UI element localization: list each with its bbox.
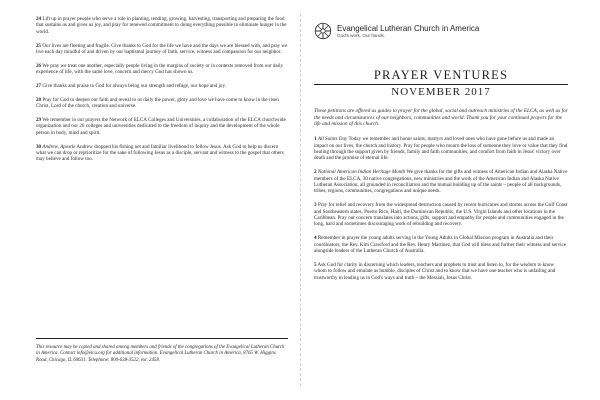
prayer-entry xyxy=(36,43,288,56)
prayer-entry xyxy=(36,16,288,35)
entry-heading: National American Indian Heritage Month xyxy=(317,169,406,176)
entry-number: 5 xyxy=(314,261,317,268)
entry-heading: All Saints Day xyxy=(317,136,348,143)
prayer-entry xyxy=(36,97,288,110)
page-title: PRAYER VENTURES xyxy=(373,68,509,82)
entry-number: 24 xyxy=(36,16,42,22)
entry-number: 27 xyxy=(36,83,42,90)
tagline: God's work. Our hands. xyxy=(337,32,386,38)
elca-header xyxy=(314,20,568,42)
title-block xyxy=(314,69,568,98)
entry-number: 30 xyxy=(36,143,42,150)
entry-text: Remember in prayer the young adults serving in the Young Adults in Global Mission program in Australia and their coordinators, the Rev. Kim Crawford and the Rev. Henry Martinez, that God will bless and further their witness and service alongside leaders of the Lutheran Church of Australia. xyxy=(314,235,567,254)
prayer-entry xyxy=(36,63,288,76)
left-column xyxy=(36,16,288,170)
entry-text: Lift up in prayer people who serve a role in planting, tending, growing, harvesting, transporting and preparing the food that sustains us and gives us joy, and pray for renewed commitment to doing everything possible to eliminate hunger in the world. xyxy=(36,16,287,35)
entry-text: Pray for relief and recovery from the widespread destruction caused by recent hurricanes and storms across the Gulf Coast and Southeastern states, Puerto Rico, Haiti, the Dominican Republic, the U.S. Virgin Islands and other locations in the Caribbean. Pray our concern translates into actions, gifts, support and empathy for people and communities engaged in the long, hard and sometimes discouraging work of rebuilding and recovery. xyxy=(314,202,568,228)
prayer-entry xyxy=(314,136,568,162)
entry-number: 28 xyxy=(36,96,42,103)
entry-number: 29 xyxy=(36,117,42,124)
prayer-entry xyxy=(314,202,568,228)
page-fold-divider xyxy=(300,14,301,386)
entry-text: We pray we treat one another, especially people living in the margins of society or in contexts removed from our daily experience of life, with the same love, concern and mercy God has shown us. xyxy=(36,62,284,76)
elca-cross-logo-icon xyxy=(314,22,332,40)
entry-text: Our lives are fleeting and fragile. Give thanks to God for the life we have and the days we are blessed with, and pray we live each day mindful of and driven by our baptismal journey of faith, service, witness and compassion for our neighbor. xyxy=(36,42,288,56)
entry-heading: Andrew, Apostle xyxy=(42,143,76,150)
page-month: NOVEMBER 2017 xyxy=(391,86,491,98)
org-name: Evangelical Lutheran Church in America xyxy=(337,23,480,33)
copyright-note: This resource may be copied and shared among members and friends of the congregations of the Evangelical Lutheran Church in America. Contact info@elca.org for additional information. Evangelical Lutheran Church in America, 8765 W. Higgins Road, Chicago, IL 60631. Telephone: 800-638-3522, ext. 2458. xyxy=(36,338,288,364)
entry-text: Pray for God to deepen our faith and reveal to us daily the power, glory and love we have come to know in the risen Christ, Lord of the church, creation and universe. xyxy=(36,96,279,110)
entry-text: Andrew dropped his fishing net and familiar livelihood to follow Jesus. Ask God to help us discern what we can drop or reprioritize for the sake of following Jesus as a disciple, servant and witness to the gospel that others may believe and follow too. xyxy=(36,143,284,163)
entry-text: We remember in our prayers the Network of ELCA Colleges and Universities, a collaboration of the ELCA churchwide organization and our 26 colleges and universities dedicated to the freedom of inquiry and the development of the whole person in body, mind and spirit. xyxy=(36,117,286,136)
entry-text: Give thanks and praise to God for always being our strength and refuge, our hope and joy. xyxy=(42,83,226,90)
prayer-entry xyxy=(314,262,568,281)
entry-number: 26 xyxy=(36,62,42,69)
entry-number: 4 xyxy=(314,235,317,242)
intro-paragraph: These petitions are offered as guides to prayer for the global, social and outreach ministries of the ELCA, as well as for the needs and circumstances of our neighbors, communities and world. Thank you for your continued prayers for the life and mission of this church. xyxy=(314,108,568,128)
logo-text xyxy=(337,24,479,39)
title-rule xyxy=(314,84,568,85)
entry-number: 1 xyxy=(314,136,317,143)
prayer-entry xyxy=(36,117,288,136)
entry-number: 25 xyxy=(36,42,42,49)
prayer-entry xyxy=(314,169,568,195)
entry-number: 2 xyxy=(314,169,317,176)
entry-text: Ask God for clarity in discerning which leaders, teachers and prophets to trust and listen to, for the wisdom to know whom to follow and emulate as humble, disciples of Christ and to know that we have one teacher who is unfailing and trustworthy in leading us in God's ways and truth – the Messiah, Jesus Christ. xyxy=(314,261,556,281)
entry-text: Today we remember and honor saints, martyrs and loved ones who have gone before us and made an impact on our lives, the church and history. Pray for people who mourn the loss of someone they love or value that they find healing through the support given by friends, family and faith communities, and comfort from faith in Jesus' victory over death and the promise of eternal life. xyxy=(314,136,568,162)
prayer-entry xyxy=(36,83,288,89)
entry-text: We give thanks for the gifts and witness of American Indian and Alaska Native members of the ELCA, 30 native congregations, new ministries and the work of the American Indian and Alaska Native Lutheran Association, all grounded in reconciliation and the mutual building up of the saints – people of all backgrounds, tribes, regions, communities, congregations and unique needs. xyxy=(314,169,568,195)
entry-number: 3 xyxy=(314,202,317,209)
prayer-entry xyxy=(36,144,288,163)
right-column xyxy=(314,20,568,288)
prayer-entry xyxy=(314,235,568,254)
